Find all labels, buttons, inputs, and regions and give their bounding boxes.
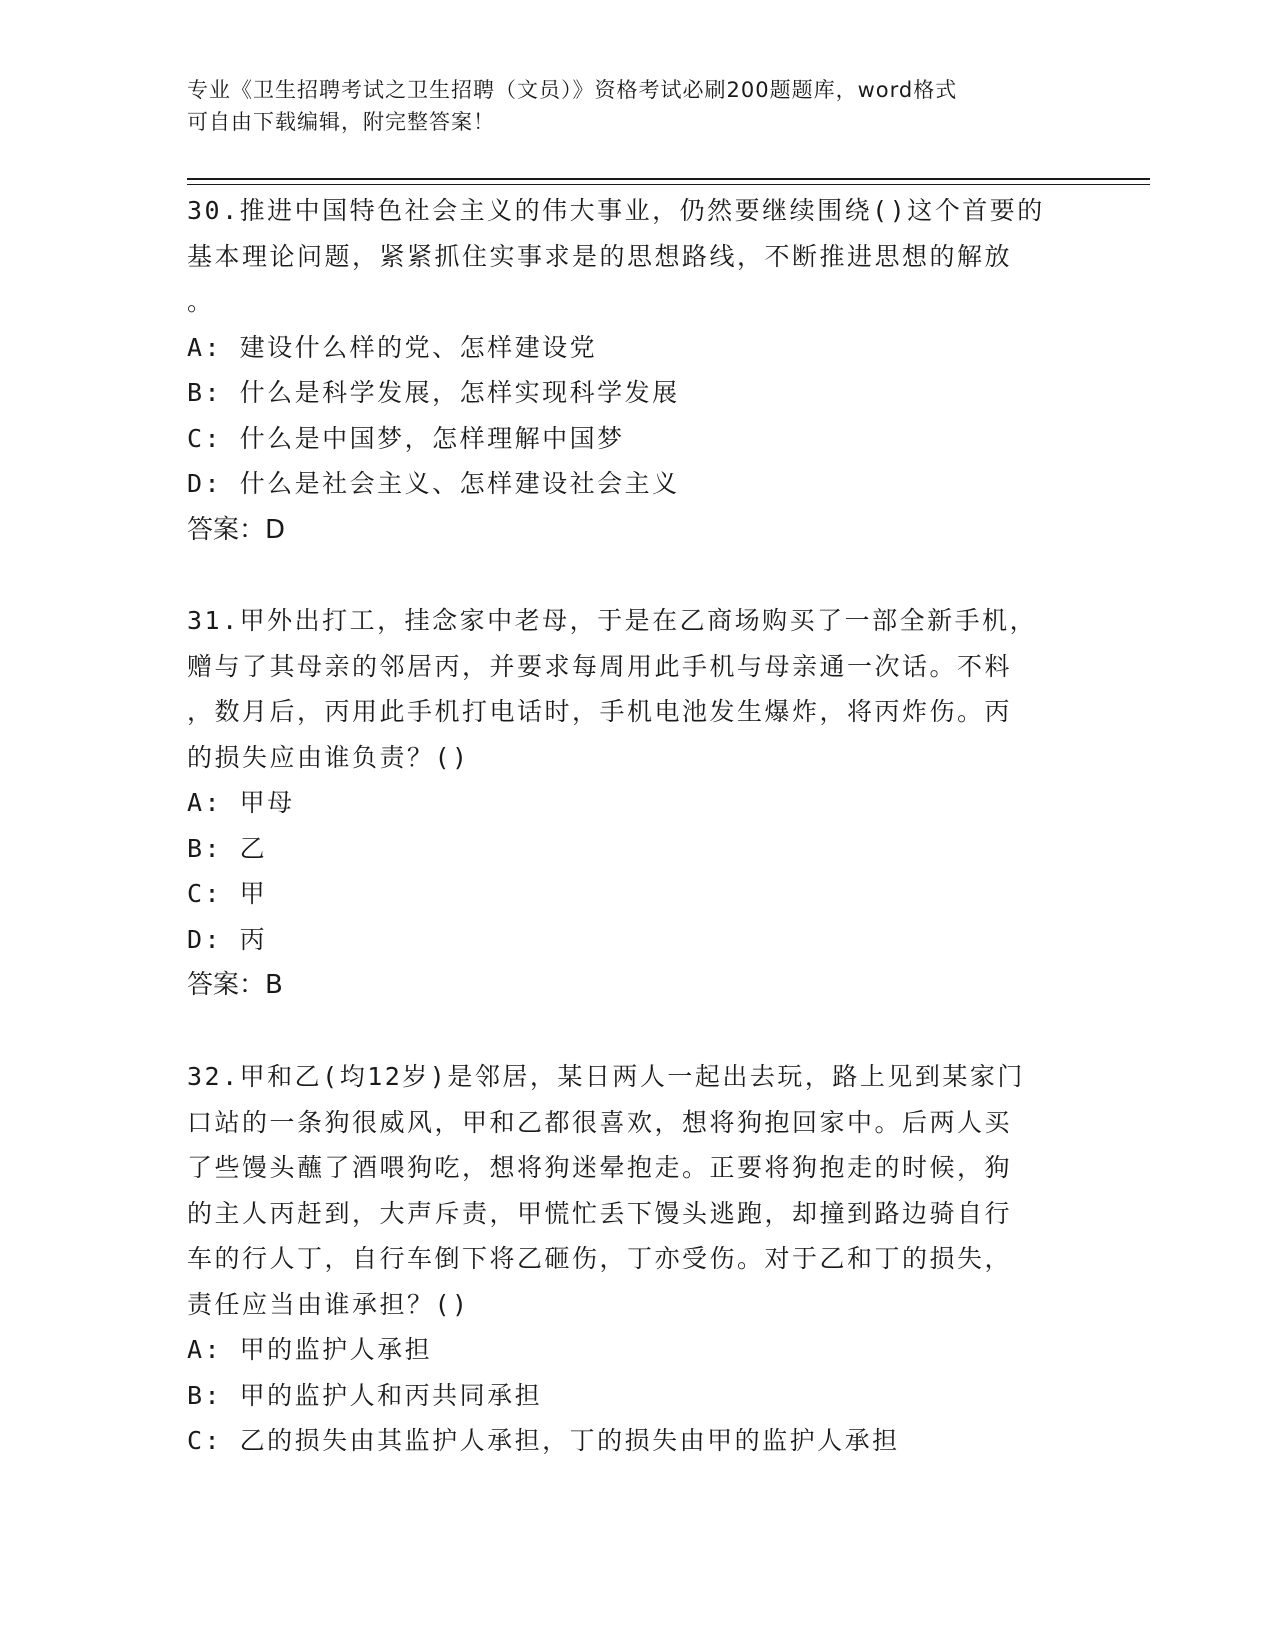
option-a: A: 建设什么样的党、怎样建设党 [187,332,598,362]
header-divider-thick [187,178,1150,180]
option-a: A: 甲的监护人承担 [187,1335,433,1364]
document-header [187,74,1067,138]
option-c: C: 甲 [187,879,268,908]
header-divider-thin [187,184,1150,185]
question-30 [187,188,1077,553]
question-32 [187,1054,1077,1464]
option-d: D: 丙 [187,924,268,954]
header-line-1: 专业《卫生招聘考试之卫生招聘（文员）》资格考试必刷200题题库，word格式 [187,78,958,102]
question-stem: 31.甲外出打工，挂念家中老母，于是在乙商场购买了一部全新手机， 赠与了其母亲的邻居丙，并要求每周用此手机与母亲通一次话。不料 ，数月后，丙用此手机打电话时，手机电池发生爆炸，将丙炸伤。丙 的损失应由谁负责？() [187,606,1038,772]
option-c: C: 什么是中国梦，怎样理解中国梦 [187,423,625,453]
header-line-2: 可自由下载编辑，附完整答案！ [187,110,495,134]
option-b: B: 什么是科学发展，怎样实现科学发展 [187,378,680,407]
option-d: D: 什么是社会主义、怎样建设社会主义 [187,469,680,498]
question-31 [187,598,1077,1008]
question-stem: 30.推进中国特色社会主义的伟大事业，仍然要继续围绕()这个首要的 基本理论问题，紧紧抓住实事求是的思想路线，不断推进思想的解放 。 [187,196,1045,316]
option-c: C: 乙的损失由其监护人承担，丁的损失由甲的监护人承担 [187,1426,900,1455]
option-b: B: 甲的监护人和丙共同承担 [187,1380,543,1410]
answer-line: 答案：B [187,970,283,1000]
question-stem: 32.甲和乙(均12岁)是邻居，某日两人一起出去玩，路上见到某家门 口站的一条狗很威风，甲和乙都很喜欢，想将狗抱回家中。后两人买 了些馒头蘸了酒喂狗吃，想将狗迷晕抱走。正要将狗抱走的时候，狗 的主人丙赶到，大声斥责，甲慌忙丢下馒头逃跑，却撞到路边骑自行 车的行人丁，自行车倒下将乙砸伤，丁亦受伤。对于乙和丁的损失， 责任应当由谁承担？() [187,1062,1025,1319]
option-b: B: 乙 [187,833,268,863]
answer-line: 答案：D [187,514,286,545]
option-a: A: 甲母 [187,788,295,817]
